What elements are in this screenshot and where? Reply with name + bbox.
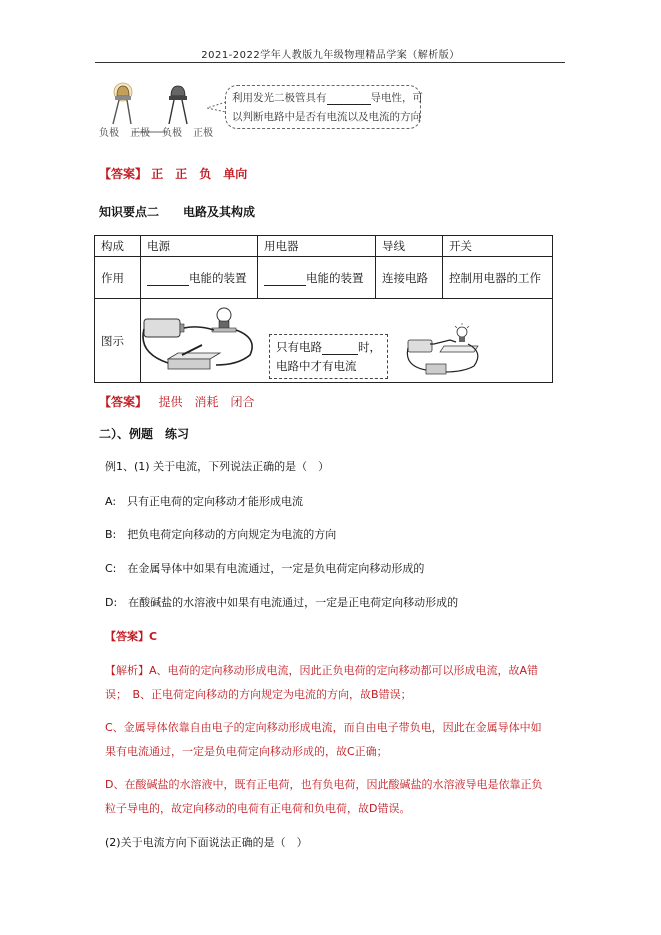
bubble-text-1a: 利用发光二极管具有 — [232, 92, 327, 104]
section-title-examples: 二）、例题 练习 — [99, 427, 190, 441]
question-1-option-a: A: 只有正电荷的定向移动才能形成电流 — [105, 495, 304, 508]
question-2-stem: (2)关于电流方向下面说法正确的是（ ） — [105, 836, 308, 849]
switch-note-line-2: 电路中才有电流 — [276, 359, 357, 373]
bulb-icon — [212, 308, 236, 332]
cell-text: 电能的装置 — [306, 270, 364, 285]
table-header-row — [95, 236, 553, 257]
table-row-label: 作用 — [95, 257, 141, 299]
led-label-neg-1: 负极 — [99, 128, 119, 139]
switch-icon — [168, 345, 220, 369]
section-title-circuit: 知识要点二 电路及其构成 — [99, 205, 256, 219]
table-cell-power — [141, 257, 258, 299]
analysis-line: 误； B、正电荷定向移动的方向规定为电流的方向，故B错误； — [105, 688, 412, 701]
led-label-pos-1: 正极 — [130, 128, 150, 139]
header-divider — [95, 62, 565, 63]
table-header-cell: 导线 — [376, 236, 443, 257]
led-label-pos-2: 正极 — [193, 128, 213, 139]
table-cell-wire: 连接电路 — [376, 257, 443, 299]
bubble-text-1b: 导电性，可 — [370, 92, 423, 104]
table-header-cell: 用电器 — [258, 236, 376, 257]
circuit-with-battery-illustration — [138, 303, 264, 381]
question-1-option-b: B: 把负电荷定向移动的方向规定为电流的方向 — [105, 528, 337, 541]
bubble-blank — [327, 92, 371, 105]
switch-note-line-1 — [276, 339, 381, 355]
bubble-tail — [205, 100, 227, 114]
answer-2-prefix: 【答案】 — [99, 395, 148, 409]
answer-2-text: 提供 消耗 闭合 — [158, 395, 255, 409]
answer-2 — [99, 393, 254, 410]
analysis-line: 粒子导电的，故定向移动的电荷有正电荷和负电荷，故D错误。 — [105, 802, 411, 815]
analysis-line: D、在酸碱盐的水溶液中，既有正电荷，也有负电荷，因此酸碱盐的水溶液导电是依靠正负 — [105, 778, 543, 791]
table-row-function — [95, 257, 553, 299]
table-cell-appliance — [258, 257, 376, 299]
question-1-option-c: C: 在金属导体中如果有电流通过，一定是负电荷定向移动形成的 — [105, 562, 425, 575]
led-lit-icon — [113, 83, 132, 124]
note-text-1a: 只有电路 — [276, 340, 322, 354]
page-header: 2021-2022学年人教版九年级物理精品学案（解析版） — [201, 50, 460, 61]
table-header-cell: 电源 — [141, 236, 258, 257]
note-text-1b: 时， — [358, 340, 381, 354]
fill-blank — [147, 271, 189, 286]
fill-blank — [264, 271, 306, 286]
led-label-neg-2: 负极 — [162, 128, 182, 139]
table-row-label: 图示 — [95, 299, 141, 383]
question-1-answer: 【答案】C — [105, 630, 158, 643]
analysis-line: 【解析】A、电荷的定向移动形成电流，因此正负电荷的定向移动都可以形成电流，故A错 — [105, 664, 539, 677]
question-1-option-d: D: 在酸碱盐的水溶液中如果有电流通过，一定是正电荷定向移动形成的 — [105, 596, 459, 609]
cell-text: 电能的装置 — [189, 270, 247, 285]
closed-circuit-illustration — [404, 322, 488, 380]
led-dark-icon — [169, 86, 187, 124]
question-1-stem: 例1、(1) 关于电流，下列说法正确的是（ ） — [105, 460, 330, 473]
analysis-line: C、金属导体依靠自由电子的定向移动形成电流，而自由电子带负电，因此在金属导体中如 — [105, 721, 542, 734]
table-header-cell: 构成 — [95, 236, 141, 257]
glowing-bulb-icon — [455, 323, 469, 342]
table-cell-switch: 控制用电器的工作 — [443, 257, 553, 299]
table-header-cell: 开关 — [443, 236, 553, 257]
answer-1 — [99, 165, 247, 182]
bubble-line-1 — [232, 90, 423, 105]
answer-1-text: 正 正 负 单向 — [151, 167, 248, 181]
analysis-line: 果有电流通过，一定是负电荷定向移动形成的，故C正确； — [105, 745, 388, 758]
answer-1-prefix: 【答案】 — [99, 167, 148, 181]
fill-blank — [322, 340, 358, 355]
bubble-line-2: 以判断电路中是否有电流以及电流的方向 — [232, 111, 421, 123]
